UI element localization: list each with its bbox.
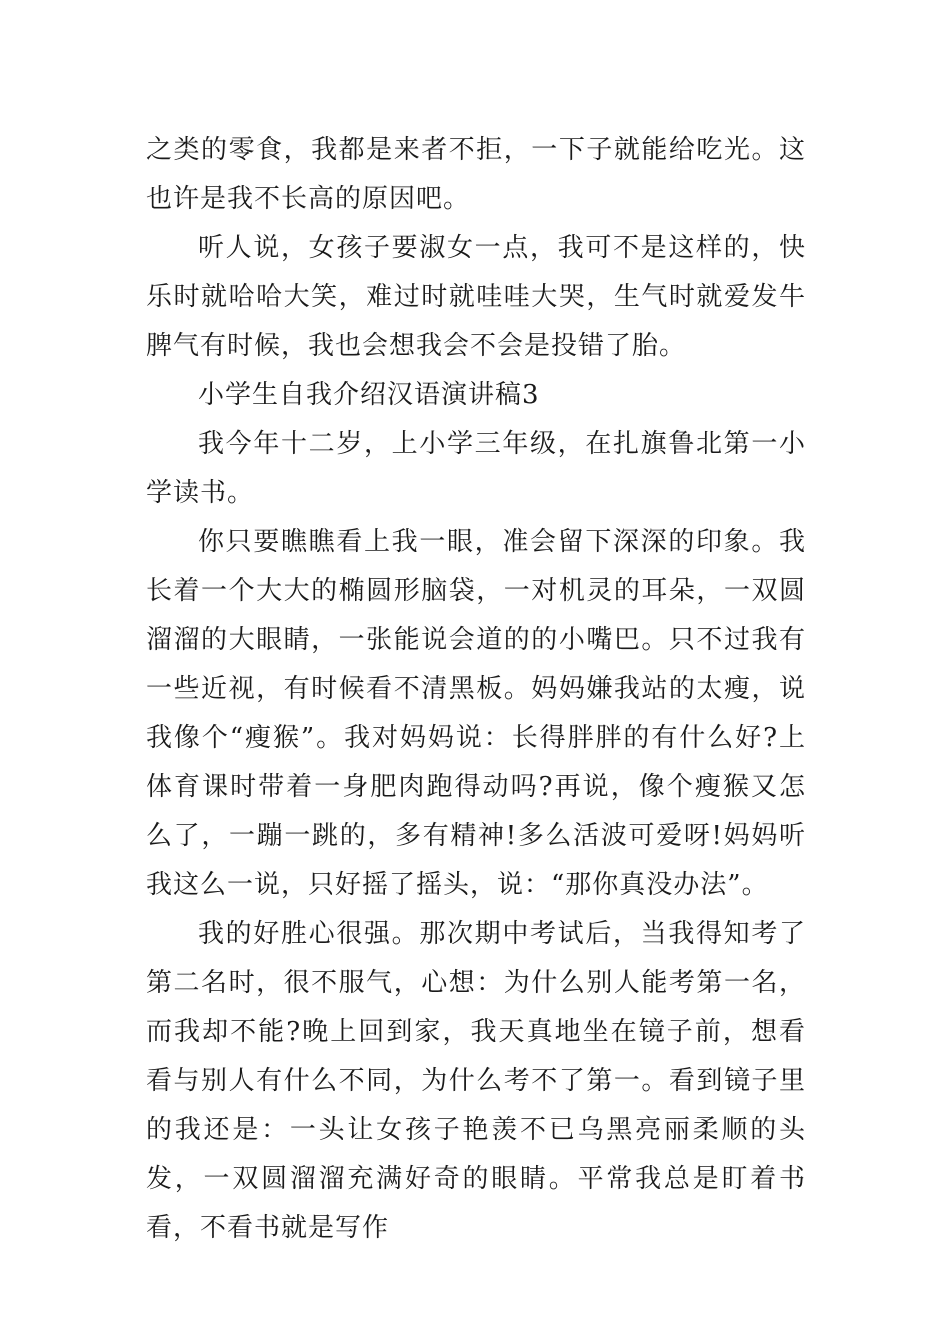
document-body bbox=[146, 126, 806, 1253]
paragraph-appearance: 你只要瞧瞧看上我一眼，准会留下深深的印象。我长着一个大大的椭圆形脑袋，一对机灵的耳朵，一双圆溜溜的大眼睛，一张能说会道的的小嘴巴。只不过我有一些近视，有时候看不清黑板。妈妈嫌我站的太瘦，说我像个“瘦猴”。我对妈妈说：长得胖胖的有什么好?上体育课时带着一身肥肉跑得动吗?再说，像个瘦猴又怎么了，一蹦一跳的，多有精神!多么活波可爱呀!妈妈听我这么一说，只好摇了摇头，说：“那你真没办法”。 bbox=[146, 527, 806, 900]
section-title: 小学生自我介绍汉语演讲稿3 bbox=[198, 380, 540, 410]
paragraph-personality: 听人说，女孩子要淑女一点，我可不是这样的，快乐时就哈哈大笑，难过时就哇哇大哭，生气时就爱发牛脾气有时候，我也会想我会不会是投错了胎。 bbox=[146, 233, 806, 361]
paragraph-snacks: 之类的零食，我都是来者不拒，一下子就能给吃光。这也许是我不长高的原因吧。 bbox=[146, 135, 806, 214]
paragraph-competitive: 我的好胜心很强。那次期中考试后，当我得知考了第二名时，很不服气，心想：为什么别人能考第一名，而我却不能?晚上回到家，我天真地坐在镜子前，想看看与别人有什么不同，为什么考不了第一。看到镜子里的我还是：一头让女孩子艳羡不已乌黑亮丽柔顺的头发，一双圆溜溜充满好奇的眼睛。平常我总是盯着书看，不看书就是写作 bbox=[146, 919, 806, 1243]
paragraph-age-school: 我今年十二岁，上小学三年级，在扎旗鲁北第一小学读书。 bbox=[146, 429, 806, 508]
